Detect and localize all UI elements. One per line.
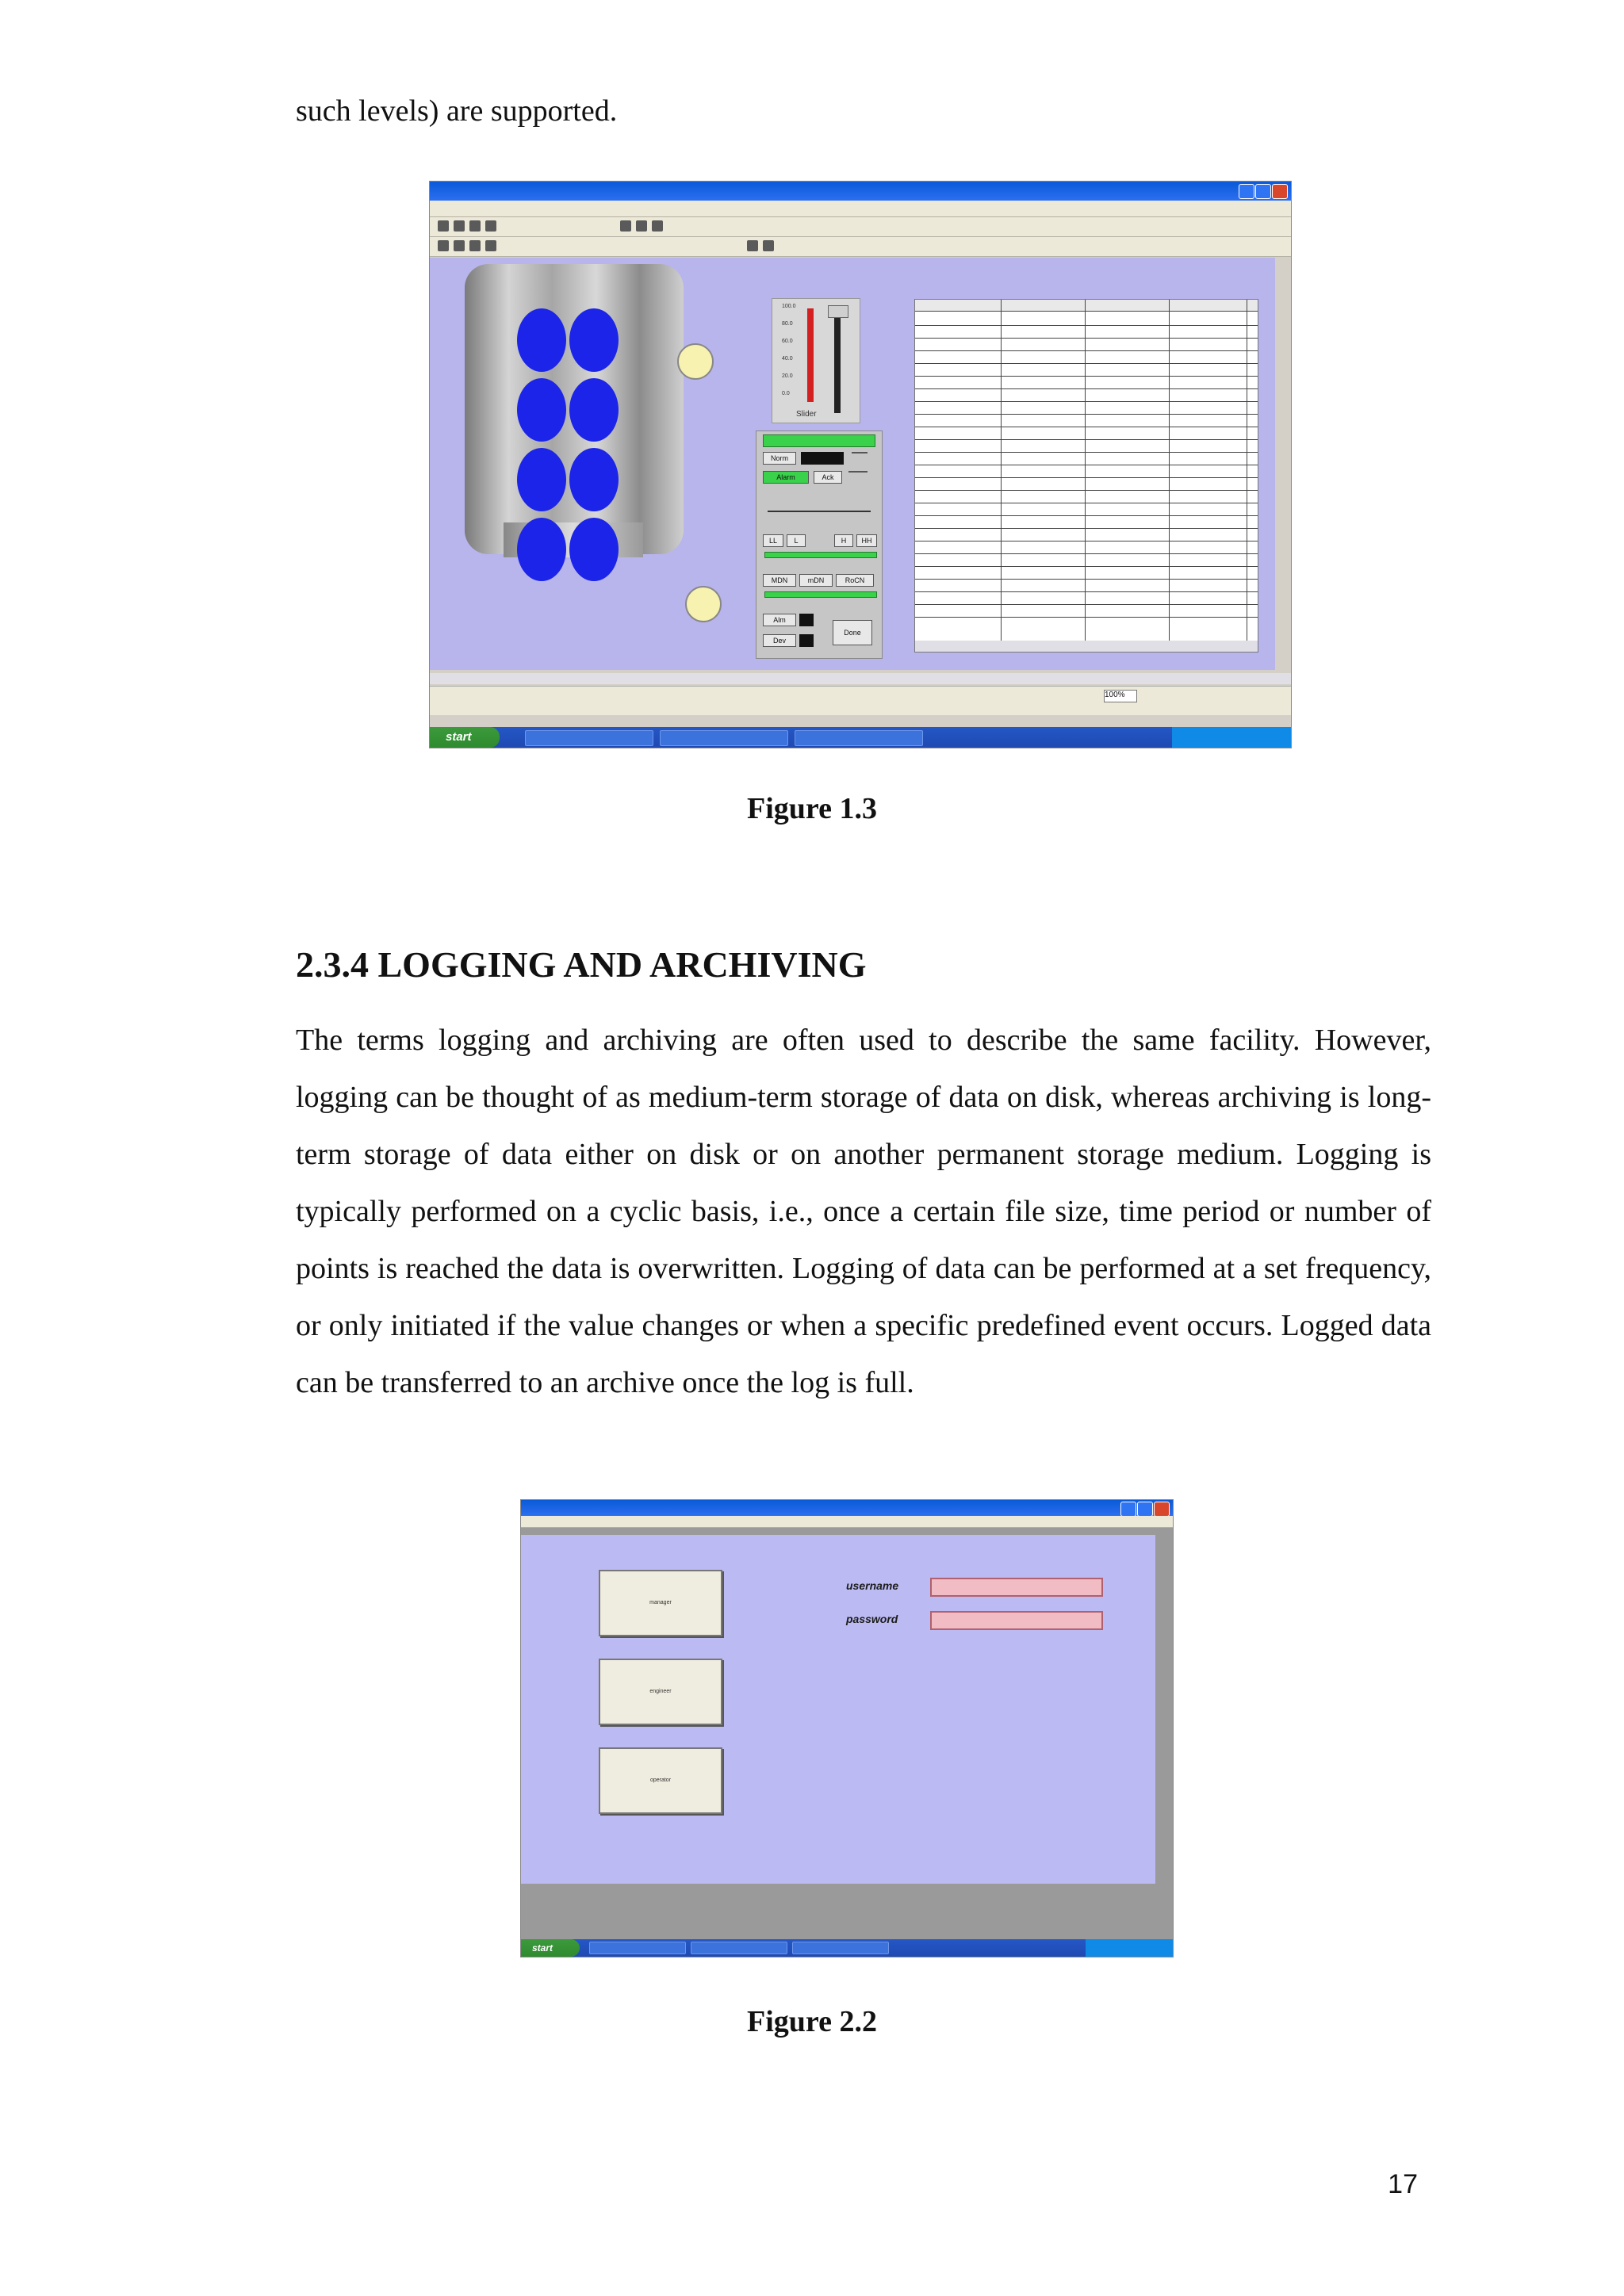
tank-blob [517, 308, 566, 372]
alarm-history-table [914, 299, 1258, 652]
system-tray [1086, 1939, 1173, 1957]
table-row [915, 401, 1258, 402]
close-icon[interactable] [1272, 184, 1288, 199]
open-icon[interactable] [454, 220, 465, 232]
slider-label: Slider [796, 410, 817, 419]
minimize-icon[interactable] [1239, 184, 1254, 199]
table-row [915, 376, 1258, 377]
h-button[interactable]: H [834, 534, 853, 547]
operator-button[interactable]: operator [599, 1747, 722, 1814]
manager-button[interactable]: manager [599, 1570, 722, 1636]
password-label: password [846, 1613, 898, 1625]
taskbar-item[interactable] [792, 1942, 889, 1954]
tank-blob [517, 448, 566, 511]
l-button[interactable]: L [787, 534, 806, 547]
slider-scale-label: 0.0 [782, 391, 790, 396]
slider-scale-label: 40.0 [782, 356, 793, 362]
table-column-divider [1001, 300, 1002, 652]
intro-text: such levels) are supported. [296, 94, 618, 128]
line-tool-icon[interactable] [454, 240, 465, 251]
table-row [915, 452, 1258, 453]
minus-button[interactable] [848, 471, 868, 473]
hh-button[interactable]: HH [856, 534, 877, 547]
slider-scale-label: 60.0 [782, 339, 793, 344]
taskbar-item[interactable] [691, 1942, 787, 1954]
close-icon[interactable] [1154, 1502, 1170, 1517]
table-row [915, 579, 1258, 580]
table-row [915, 515, 1258, 516]
slider-scale-label: 100.0 [782, 304, 796, 309]
table-row [915, 325, 1258, 326]
alm-indicator [799, 614, 814, 626]
polygon-tool-icon[interactable] [747, 240, 758, 251]
figure-caption: Figure 2.2 [747, 2005, 877, 2038]
toolbar-standard [430, 217, 1291, 237]
system-tray [1172, 727, 1291, 748]
taskbar-item[interactable] [795, 730, 923, 746]
table-row [915, 414, 1258, 415]
canvas-scrollbar[interactable] [430, 673, 1291, 684]
dev-indicator [799, 634, 814, 647]
figure-caption: Figure 1.3 [747, 792, 877, 825]
engineer-button[interactable]: engineer [599, 1659, 722, 1725]
taskbar-item[interactable] [660, 730, 788, 746]
slider-panel [772, 298, 860, 423]
section-paragraph: The terms logging and archiving are often used to describe the same facility. However, logging can be thought of as medium-term storage of data on disk, whereas archiving is long-term storage of data either on disk or on another permanent storage medium. Logging is typically performed on a cyclic basis, i.e., once a certain file size, time period or number of points is reached the data is overwritten. Logging of data can be performed at a set frequency, or only initiated if the value changes or when a specific predefined event occurs. Logged data can be transferred to an archive once the log is full. [296, 1024, 1431, 1399]
zoom-field[interactable]: 100% [1104, 690, 1137, 702]
table-column-divider [1085, 300, 1086, 652]
save-icon[interactable] [469, 220, 481, 232]
select-icon[interactable] [438, 240, 449, 251]
text-tool-icon[interactable] [763, 240, 774, 251]
mdn-small-button[interactable]: mDN [799, 574, 833, 587]
table-scrollbar[interactable] [915, 641, 1258, 652]
indicator-lamp [685, 586, 722, 622]
ll-button[interactable]: LL [763, 534, 783, 547]
maximize-icon[interactable] [1137, 1502, 1153, 1517]
maximize-icon[interactable] [1255, 184, 1271, 199]
indicator-lamp [677, 343, 714, 380]
table-row [915, 591, 1258, 592]
page-number: 17 [1388, 2169, 1418, 2199]
minimize-icon[interactable] [1120, 1502, 1136, 1517]
taskbar-item[interactable] [589, 1942, 686, 1954]
table-row [915, 528, 1258, 529]
toolbar-drawing [430, 237, 1291, 257]
table-row [915, 566, 1258, 567]
tank-blob [569, 378, 619, 442]
table-column-divider [1169, 300, 1170, 652]
status-bar [430, 686, 1291, 715]
value-display [801, 452, 844, 465]
menu-bar[interactable] [430, 201, 1291, 217]
copy-icon[interactable] [636, 220, 647, 232]
mdn-button[interactable]: MDN [763, 574, 796, 587]
table-row [915, 363, 1258, 364]
table-row [915, 617, 1258, 618]
table-row [915, 490, 1258, 491]
new-icon[interactable] [438, 220, 449, 232]
status-bar [763, 434, 875, 447]
alm-button[interactable]: Alm [763, 614, 796, 626]
norm-button[interactable]: Norm [763, 452, 796, 465]
window-titlebar [430, 182, 1291, 201]
alarm-button[interactable]: Alarm [763, 471, 809, 484]
password-field[interactable] [930, 1611, 1103, 1630]
limit-scale [768, 499, 871, 512]
ack-button[interactable]: Ack [814, 471, 842, 484]
start-button[interactable]: start [430, 727, 500, 748]
table-row [915, 604, 1258, 605]
rocn-button[interactable]: RoCN [836, 574, 874, 587]
deviation-indicators [764, 591, 877, 598]
cut-icon[interactable] [620, 220, 631, 232]
ellipse-tool-icon[interactable] [485, 240, 496, 251]
window-titlebar [521, 1500, 1173, 1516]
tank-blob [569, 518, 619, 581]
figure-1-3-screenshot [429, 181, 1292, 748]
taskbar [521, 1939, 1173, 1957]
limit-indicators [764, 552, 877, 558]
tank-blob [517, 378, 566, 442]
menu-bar[interactable] [521, 1516, 1173, 1528]
plus-button[interactable] [852, 452, 868, 453]
slider-level-bar [807, 308, 814, 402]
start-button[interactable]: start [521, 1939, 580, 1957]
tank-blob [517, 518, 566, 581]
table-row [915, 350, 1258, 351]
taskbar [430, 727, 1291, 748]
tank-blob [569, 448, 619, 511]
rect-tool-icon[interactable] [469, 240, 481, 251]
alarm-control-panel [756, 430, 883, 659]
table-row [915, 477, 1258, 478]
slider-scale-label: 20.0 [782, 373, 793, 379]
username-label: username [846, 1579, 899, 1592]
section-heading: 2.3.4 LOGGING AND ARCHIVING [296, 944, 867, 985]
slider-scale-label: 80.0 [782, 321, 793, 327]
dev-button[interactable]: Dev [763, 634, 796, 647]
tank-blob [569, 308, 619, 372]
paste-icon[interactable] [652, 220, 663, 232]
table-header [915, 300, 1258, 312]
print-icon[interactable] [485, 220, 496, 232]
username-field[interactable] [930, 1578, 1103, 1597]
done-button[interactable]: Done [833, 620, 872, 645]
table-row [915, 388, 1258, 389]
slider-knob[interactable] [828, 305, 848, 318]
table-row [915, 439, 1258, 440]
figure-2-2-screenshot [520, 1499, 1174, 1957]
taskbar-item[interactable] [525, 730, 653, 746]
slider-track[interactable] [834, 307, 841, 413]
table-row [915, 338, 1258, 339]
table-row [915, 553, 1258, 554]
